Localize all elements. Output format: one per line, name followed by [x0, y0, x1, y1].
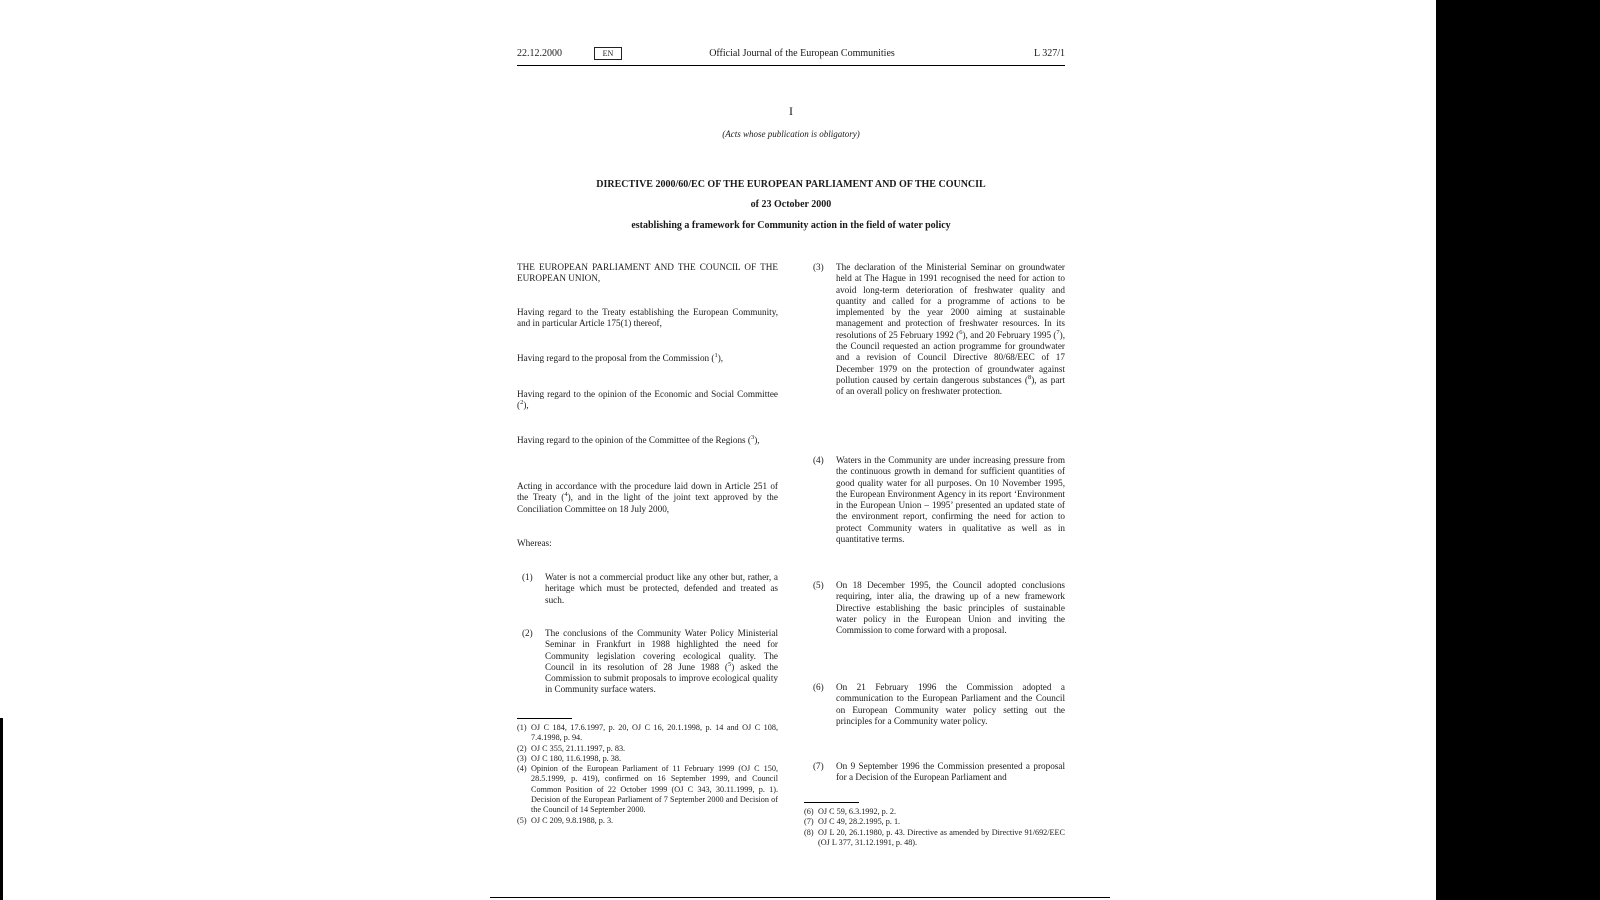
- footnote-ref: 5: [728, 660, 732, 668]
- footnote-ref: 2: [520, 399, 524, 407]
- directive-title: DIRECTIVE 2000/60/EC OF THE EUROPEAN PARLIAMENT AND OF THE COUNCIL: [596, 179, 986, 190]
- part-number: I: [789, 104, 793, 118]
- recital-number: (6): [813, 682, 824, 692]
- recital-text: The declaration of the Ministerial Seminar on groundwater held at The Hague in 1991 recognised the need for action to avoid long-term deterioration of freshwater quality and quantity and called for a programme of actions to be implemented by the year 2000 aiming at sustainable management and protection of freshwater resources. In its resolutions of 25 February 1992 ($^6$), and 20 February 1995 ($^7$), the Council requested an action programme for groundwater and a revision of Council Directive 80/68/EEC of 17 December 1979 on the protection of groundwater against pollution caused by certain dangerous substances ($^8$), as part of an overall policy on freshwater protection.: [836, 262, 1066, 397]
- footnotes-left: [517, 723, 778, 826]
- recital-number: (7): [813, 761, 824, 771]
- whereas-heading: Whereas:: [517, 538, 552, 548]
- recital-number: (5): [813, 580, 824, 590]
- footnote-ref: 6: [959, 328, 963, 336]
- recital-text: Waters in the Community are under increasing pressure from the continuous growth in demand for sufficient quantities of good quality water for all purposes. On 10 November 1995, the European Environment Agency in its report ‘Environment in the European Union – 1995’ presented an updated state of the environment report, confirming the need for action to protect Community waters in qualitative as well as in quantitative terms.: [836, 455, 1065, 545]
- enacting-authority: THE EUROPEAN PARLIAMENT AND THE COUNCIL OF THE EUROPEAN UNION,: [517, 262, 778, 284]
- footnote-ref: 7: [1056, 328, 1060, 336]
- recital-text: The conclusions of the Community Water Policy Ministerial Seminar in Frankfurt in 1988 highlighted the need for Community legislation covering ecological quality. The Council in its resolution of 28 June 1988 ($^5$) asked the Commission to submit proposals to improve ecological quality in Community surface waters.: [545, 628, 779, 695]
- footnote-ref: 4: [564, 491, 568, 499]
- footnote: (5) OJ C 209, 9.8.1988, p. 3.: [517, 815, 614, 825]
- citation-commission: Having regard to the proposal from the Commission ($^1$),: [517, 351, 724, 363]
- recital-number: (1): [522, 572, 533, 582]
- recital-number: (3): [813, 262, 824, 272]
- page-reference: L 327/1: [1033, 48, 1065, 59]
- footnote-ref: 3: [750, 433, 755, 441]
- right-black-margin: [1436, 0, 1600, 900]
- recital-text: On 18 December 1995, the Council adopted conclusions requiring, inter alia, the drawing up of a new framework Directive establishing the basic principles of sustainable water policy in the European Union and inviting the Commission to come forward with a proposal.: [836, 580, 1065, 636]
- recital-text: Water is not a commercial product like any other but, rather, a heritage which must be protected, defended and treated as such.: [545, 572, 778, 605]
- recital-text: On 21 February 1996 the Commission adopted a communication to the European Parliament and the Council on European Community water policy setting out the principles for a Community water policy.: [836, 682, 1065, 726]
- footnote: (7) OJ C 49, 28.2.1995, p. 1.: [804, 817, 901, 827]
- running-head: [517, 48, 1065, 64]
- footnote-rule-left: [517, 718, 572, 719]
- footnote-ref: 8: [1027, 373, 1032, 381]
- citation-esc: Having regard to the opinion of the Economic and Social Committee ($^2$),: [517, 389, 778, 411]
- footnote: (2) OJ C 355, 21.11.1997, p. 83.: [517, 743, 626, 753]
- citation-treaty: Having regard to the Treaty establishing the European Community, and in particular Article 175(1) thereof,: [517, 307, 778, 329]
- recital-number: (2): [522, 628, 533, 638]
- part-subtitle: (Acts whose publication is obligatory): [722, 129, 860, 139]
- journal-title: Official Journal of the European Communities: [709, 48, 895, 59]
- left-black-edge: [0, 718, 3, 900]
- footnote: (8) OJ L 20, 26.1.1980, p. 43. Directive as amended by Directive 91/692/EEC (OJ L 377, 31.12.1991, p. 48).: [804, 827, 1065, 847]
- footnote: (1) OJ C 184, 17.6.1997, p. 20, OJ C 16, 20.1.1998, p. 14 and OJ C 108, 7.4.1998, p. 94.: [517, 723, 778, 743]
- directive-subject: establishing a framework for Community action in the field of water policy: [631, 220, 951, 231]
- footnote: (6) OJ C 59, 6.3.1992, p. 2.: [804, 807, 897, 816]
- recital-number: (4): [813, 455, 824, 465]
- recital-text: On 9 September 1996 the Commission presented a proposal for a Decision of the European Parliament and: [836, 761, 1065, 783]
- citation-regions: Having regard to the opinion of the Committee of the Regions ($^3$),: [517, 433, 760, 445]
- header-date: 22.12.2000: [517, 48, 562, 59]
- language-box: EN: [594, 47, 622, 60]
- footnote-rule-right: [804, 802, 859, 803]
- header-rule: [517, 65, 1065, 66]
- citation-procedure: Acting in accordance with the procedure laid down in Article 251 of the Treaty ($^4$), and in the light of the joint text approved by the Conciliation Committee on 18 July 2000,: [517, 481, 778, 514]
- document-page: [517, 0, 1065, 900]
- footnote-ref: 1: [714, 351, 718, 359]
- directive-date: of 23 October 2000: [750, 199, 832, 210]
- footnotes-right: [804, 807, 1065, 848]
- footnote: (4) Opinion of the European Parliament of 11 February 1999 (OJ C 150, 28.5.1999, p. 419), confirmed on 16 September 1999, and Council Common Position of 22 October 1999 (OJ C 343, 30.11.1999, p. 1). Decision of the European Parliament of 7 September 2000 and Decision of the Council of 14 September 2000.: [517, 764, 778, 815]
- footnote: (3) OJ C 180, 11.6.1998, p. 38.: [517, 753, 621, 763]
